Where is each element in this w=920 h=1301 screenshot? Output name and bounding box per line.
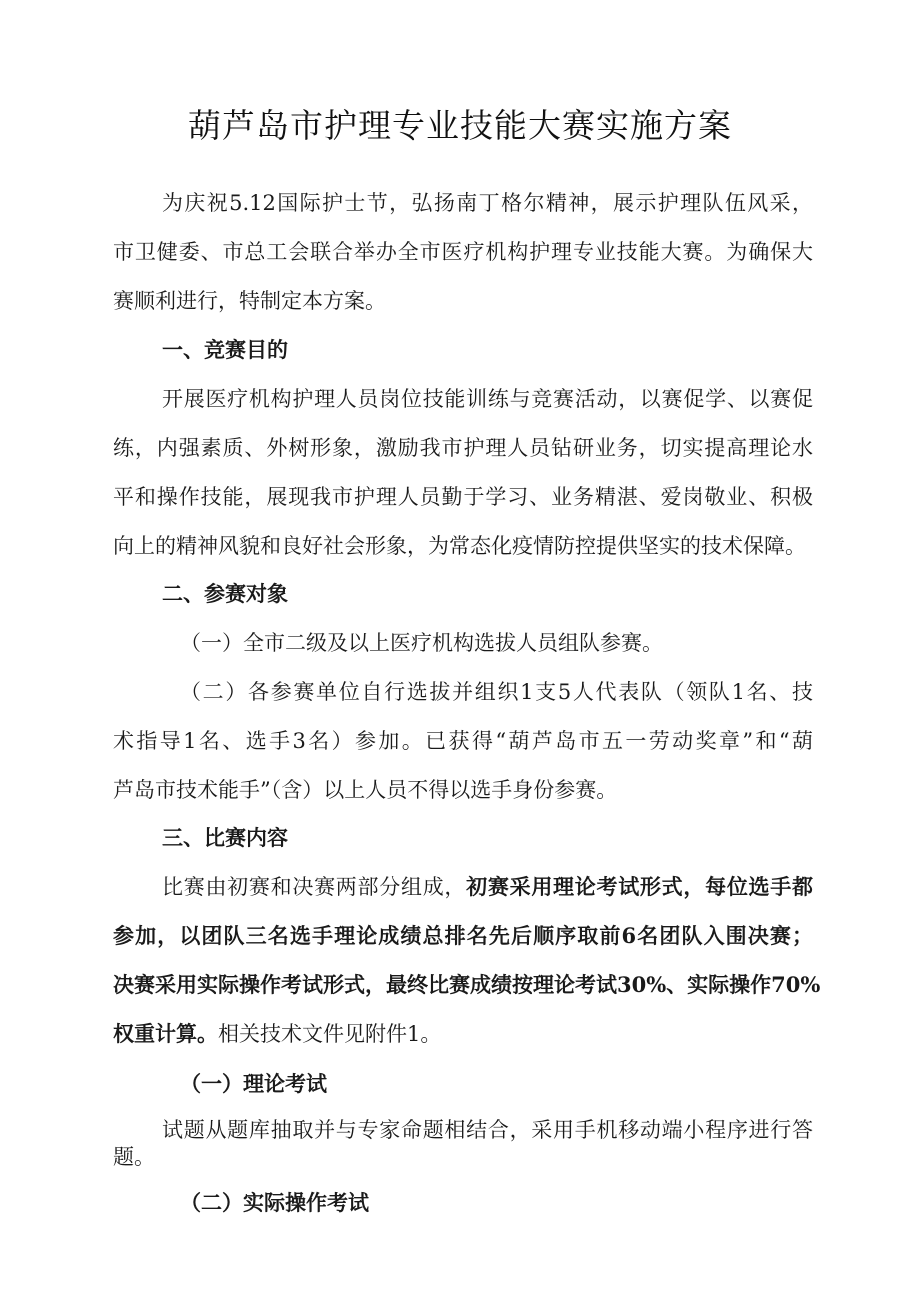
paragraph-line: 平和操作技能，展现我市护理人员勤于学习、业务精湛、爱岗敬业、积极 <box>113 485 813 509</box>
section-heading-participants: 二、参赛对象 <box>162 581 288 606</box>
bold-text: 初赛采用理论考试形式，每位选手都 <box>466 874 814 899</box>
normal-text: 相关技术文件见附件1。 <box>218 1022 442 1046</box>
intro-line: 为庆祝5.12国际护士节，弘扬南丁格尔精神，展示护理队伍风采， <box>162 191 813 215</box>
bold-text: 权重计算。 <box>113 1021 218 1046</box>
paragraph-line: 向上的精神风貌和良好社会形象，为常态化疫情防控提供坚实的技术保障。 <box>113 534 806 558</box>
intro-line: 市卫健委、市总工会联合举办全市医疗机构护理专业技能大赛。为确保大 <box>113 240 813 264</box>
list-item-line: 术指导1名、选手3名）参加。已获得“葫芦岛市五一劳动奖章”和“葫 <box>113 729 813 753</box>
normal-text: 比赛由初赛和决赛两部分组成， <box>162 875 467 899</box>
section-heading-content: 三、比赛内容 <box>162 825 288 850</box>
bold-paragraph-line: 决赛采用实际操作考试形式，最终比赛成绩按理论考试30%、实际操作70% <box>113 972 821 997</box>
list-item-line: 芦岛市技术能手”（含）以上人员不得以选手身份参赛。 <box>113 778 618 802</box>
paragraph-line: 题。 <box>113 1145 155 1169</box>
subsection-heading-theory: （一）理论考试 <box>180 1071 327 1096</box>
page-title: 葫芦岛市护理专业技能大赛实施方案 <box>188 106 732 145</box>
paragraph-line <box>113 1018 813 1048</box>
paragraph-line <box>162 871 813 901</box>
section-heading-purpose: 一、竞赛目的 <box>162 337 288 362</box>
paragraph-line: 练，内强素质、外树形象，激励我市护理人员钻研业务，切实提高理论水 <box>113 436 813 460</box>
list-item: （一）全市二级及以上医疗机构选拔人员组队参赛。 <box>180 631 663 655</box>
paragraph-line: 试题从题库抽取并与专家命题相结合，采用手机移动端小程序进行答 <box>162 1118 813 1142</box>
subsection-heading-practical: （二）实际操作考试 <box>180 1190 369 1215</box>
bold-paragraph-line: 参加，以团队三名选手理论成绩总排名先后顺序取前6名团队入围决赛； <box>113 923 813 948</box>
intro-line: 赛顺利进行，特制定本方案。 <box>113 289 386 313</box>
list-item: （二）各参赛单位自行选拔并组织1支5人代表队（领队1名、技 <box>180 680 813 704</box>
paragraph-line: 开展医疗机构护理人员岗位技能训练与竞赛活动，以赛促学、以赛促 <box>162 387 813 411</box>
